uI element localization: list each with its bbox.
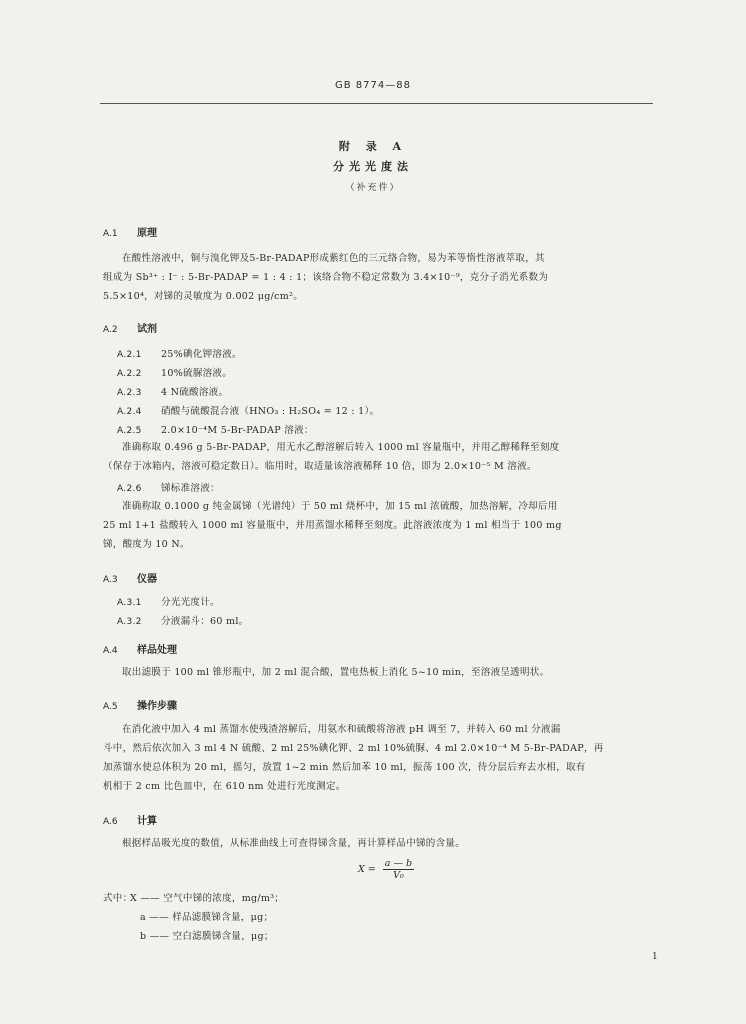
method-title: 分光光度法 xyxy=(333,160,413,173)
item-text: 分光光度计。 xyxy=(161,597,220,608)
list-item xyxy=(117,594,220,608)
item-number: A.2.2 xyxy=(117,369,142,379)
section-number: A.1 xyxy=(103,229,118,239)
section-number: A.2 xyxy=(103,325,118,335)
section-a6-body xyxy=(103,834,656,853)
paragraph-line: 加蒸馏水使总体积为 20 ml，摇匀，放置 1~2 min 然后加苯 10 ml，振荡 100 次，待分层后弃去水相，取有 xyxy=(103,762,586,773)
variable-definition: X —— 空气中锑的浓度，mg/m³； xyxy=(130,893,285,904)
formula-numerator: a — b xyxy=(384,858,413,869)
section-a2-heading xyxy=(103,320,157,335)
list-item xyxy=(117,480,220,494)
variable-definition: a —— 样品滤膜锑含量，μg； xyxy=(140,912,274,923)
formula-denominator: V₀ xyxy=(393,870,404,881)
paragraph-line: 准确称取 0.1000 g 纯金属锑（光谱纯）于 50 ml 烧杯中，加 15 ml 浓硫酸，加热溶解，冷却后用 xyxy=(122,501,558,512)
section-a5-body xyxy=(103,720,656,796)
item-number: A.2.4 xyxy=(117,407,142,417)
paragraph-line: 准确称取 0.496 g 5-Br-PADAP，用无水乙醇溶解后转入 1000 ml 容量瓶中，并用乙醇稀释至刻度 xyxy=(122,442,560,453)
item-number: A.3.2 xyxy=(117,617,142,627)
concentration-formula xyxy=(358,858,414,881)
header-rule xyxy=(100,103,653,104)
annex-title: 附 录 A xyxy=(338,140,408,153)
section-a6-heading xyxy=(103,812,157,827)
section-a26-body xyxy=(103,497,656,554)
item-text: 2.0×10⁻⁴M 5-Br-PADAP 溶液： xyxy=(161,425,314,436)
section-title: 试剂 xyxy=(137,324,157,335)
item-number: A.3.1 xyxy=(117,598,142,608)
item-text: 分液漏斗：60 ml。 xyxy=(161,616,249,627)
item-text: 4 N硫酸溶液。 xyxy=(161,387,229,398)
paragraph-line: 斗中，然后依次加入 3 ml 4 N 硫酸、2 ml 25%碘化钾、2 ml 10%硫脲、4 ml 2.0×10⁻⁴ M 5-Br-PADAP，再 xyxy=(103,743,604,754)
item-number: A.2.1 xyxy=(117,350,142,360)
paragraph-line: 根据样品吸光度的数值，从标准曲线上可查得锑含量，再计算样品中锑的含量。 xyxy=(122,838,466,849)
section-title: 操作步骤 xyxy=(137,701,177,712)
section-title: 计算 xyxy=(137,816,157,827)
variable-definition: b —— 空白滤膜锑含量，μg； xyxy=(140,931,274,942)
paragraph-line: 在消化液中加入 4 ml 蒸馏水使残渣溶解后，用氨水和硫酸将溶液 pH 调至 7，并转入 60 ml 分液漏 xyxy=(122,724,561,735)
section-title: 原理 xyxy=(137,228,157,239)
paragraph-line: （保存于冰箱内，溶液可稳定数日）。临用时，取适量该溶液稀释 10 倍，即为 2.0×10⁻⁵ M 溶液。 xyxy=(103,461,537,472)
section-number: A.6 xyxy=(103,817,118,827)
list-item xyxy=(117,365,232,379)
section-number: A.5 xyxy=(103,702,118,712)
list-item xyxy=(117,613,248,627)
where-label: 式中： xyxy=(103,893,133,904)
standard-code: GB 8774—88 xyxy=(335,80,411,91)
section-title: 仪器 xyxy=(137,574,157,585)
paragraph-line: 机相于 2 cm 比色皿中，在 610 nm 处进行光度测定。 xyxy=(103,781,346,792)
item-text: 锑标准溶液： xyxy=(161,483,220,494)
paragraph-line: 取出滤膜于 100 ml 锥形瓶中，加 2 ml 混合酸，置电热板上消化 5~10 min，至溶液呈透明状。 xyxy=(122,667,550,678)
item-text: 硝酸与硫酸混合液（HNO₃ : H₂SO₄ = 12 : 1）。 xyxy=(161,406,380,417)
paragraph-line: 25 ml 1+1 盐酸转入 1000 ml 容量瓶中，并用蒸馏水稀释至刻度。此溶液浓度为 1 ml 相当于 100 mg xyxy=(103,520,562,531)
item-text: 25%碘化钾溶液。 xyxy=(161,349,242,360)
paragraph-line: 5.5×10⁴，对锑的灵敏度为 0.002 μg/cm²。 xyxy=(103,291,303,302)
section-a1-heading xyxy=(103,224,157,239)
section-a3-heading xyxy=(103,570,157,585)
section-number: A.4 xyxy=(103,646,118,656)
page-number: 1 xyxy=(652,952,658,962)
section-a25-body xyxy=(103,438,656,476)
list-item xyxy=(117,422,314,436)
paragraph-line: 在酸性溶液中，铜与溴化钾及5-Br-PADAP形成紫红色的三元络合物，易为苯等惰性溶液萃取，其 xyxy=(122,253,545,264)
formula-fraction xyxy=(383,858,414,881)
list-item xyxy=(117,346,242,360)
section-a4-body xyxy=(103,663,656,682)
section-a5-heading xyxy=(103,697,177,712)
section-title: 样品处理 xyxy=(137,645,177,656)
paragraph-line: 组成为 Sb³⁺ : I⁻ : 5-Br-PADAP = 1 : 4 : 1；该络合物不稳定常数为 3.4×10⁻⁹，克分子消光系数为 xyxy=(103,272,549,283)
paragraph-line: 锑，酸度为 10 N。 xyxy=(103,539,190,550)
formula-lhs: X = xyxy=(358,864,376,875)
annex-note: （补充件） xyxy=(345,183,401,193)
list-item xyxy=(117,403,379,417)
item-number: A.2.6 xyxy=(117,484,142,494)
section-a1-body xyxy=(103,249,656,306)
item-text: 10%硫脲溶液。 xyxy=(161,368,233,379)
item-number: A.2.5 xyxy=(117,426,142,436)
item-number: A.2.3 xyxy=(117,388,142,398)
section-number: A.3 xyxy=(103,575,118,585)
section-a4-heading xyxy=(103,641,177,656)
list-item xyxy=(117,384,228,398)
